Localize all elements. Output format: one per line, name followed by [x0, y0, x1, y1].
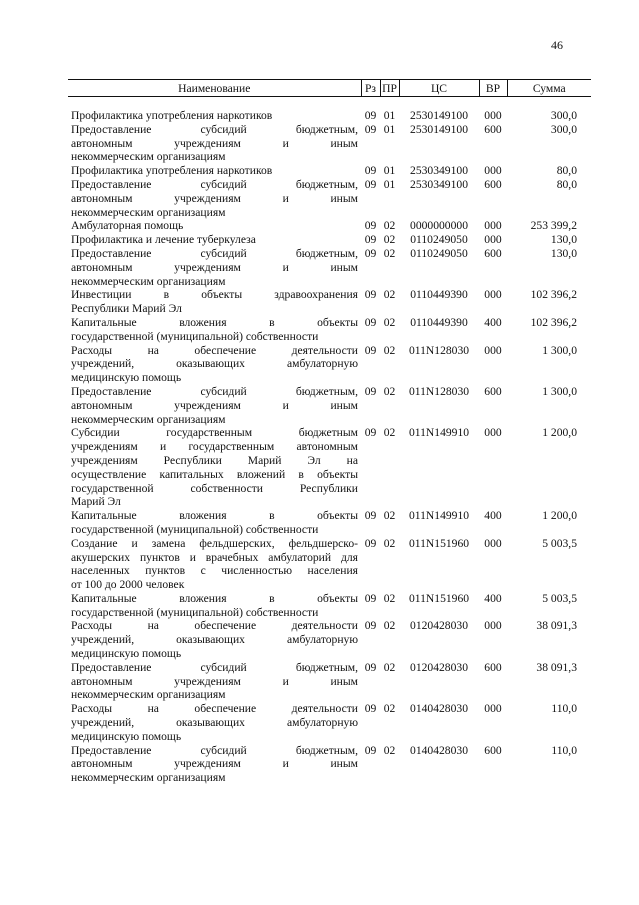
- row-name-line: Предоставление субсидий бюджетным,: [71, 743, 358, 757]
- row-name: [68, 537, 361, 592]
- row-rz: 09: [364, 288, 377, 302]
- row-rz: 09: [364, 619, 377, 633]
- row-name-line: Инвестиции в объекты здравоохранения: [71, 288, 358, 302]
- row-rz: 09: [364, 536, 377, 550]
- row-sum: 80,0: [556, 164, 577, 178]
- row-name-line: Профилактика употребления наркотиков: [71, 164, 273, 178]
- header-name: Наименование: [68, 80, 361, 97]
- row-cs: 0140428030: [410, 743, 468, 757]
- row-name-line: автономным учреждениям и иным: [71, 398, 358, 412]
- row-vr: 000: [484, 343, 502, 357]
- row-cs: 2530349100: [410, 177, 468, 191]
- row-pr: 01: [383, 164, 396, 178]
- row-cs: 0110249050: [410, 246, 468, 260]
- table-row: [68, 109, 591, 123]
- row-name-line: государственной собственности Республики: [71, 481, 358, 495]
- row-name-line: автономным учреждениям и иным: [71, 757, 358, 771]
- row-cs: 011N151960: [408, 536, 470, 550]
- row-pr: 02: [383, 536, 396, 550]
- row-name-line: Расходы на обеспечение деятельности: [71, 702, 358, 716]
- row-name-line: Предоставление субсидий бюджетным,: [71, 246, 358, 260]
- row-vr: 600: [484, 122, 502, 136]
- row-sum: 130,0: [550, 246, 577, 260]
- row-pr: 01: [383, 109, 396, 122]
- row-name-line: Предоставление субсидий бюджетным,: [71, 660, 358, 674]
- table-row: [68, 288, 591, 316]
- row-name-line: некоммерческим организациям: [71, 274, 226, 288]
- row-name-line: медицинскую помощь: [71, 647, 182, 661]
- row-name-line: Амбулаторная помощь: [71, 219, 184, 233]
- table-row: [68, 219, 591, 233]
- table-row: [68, 744, 591, 785]
- row-rz: 09: [364, 219, 377, 233]
- row-rz: 09: [364, 743, 377, 757]
- header-sum: Сумма: [507, 80, 591, 97]
- row-name: [68, 247, 361, 288]
- row-vr: 600: [484, 177, 502, 191]
- row-name-line: некоммерческим организациям: [71, 771, 226, 785]
- row-name-line: автономным учреждениям и иным: [71, 136, 358, 150]
- row-sum: 80,0: [556, 177, 577, 191]
- row-sum: 1 300,0: [542, 343, 577, 357]
- row-vr: 600: [484, 660, 502, 674]
- row-name-line: Субсидии государственным бюджетным: [71, 426, 358, 440]
- row-name-line: осуществление капитальных вложений в объекты: [71, 467, 358, 481]
- row-name: [68, 233, 361, 247]
- row-pr: 02: [383, 246, 396, 260]
- row-pr: 01: [383, 122, 396, 136]
- row-name-line: населенных пунктов с численностью населения: [71, 564, 358, 578]
- row-name: [68, 661, 361, 702]
- row-sum: 1 200,0: [542, 426, 577, 440]
- row-sum: 300,0: [550, 109, 577, 122]
- row-name: [68, 592, 361, 620]
- row-sum: 300,0: [550, 122, 577, 136]
- table-row: [68, 537, 591, 592]
- row-name: [68, 619, 361, 660]
- row-name: [68, 109, 361, 123]
- row-name: [68, 164, 361, 178]
- row-name: [68, 702, 361, 743]
- row-name-line: учреждений, оказывающих амбулаторную: [71, 357, 358, 371]
- row-rz: 09: [364, 660, 377, 674]
- row-sum: 130,0: [550, 233, 577, 247]
- row-cs: 011N128030: [408, 384, 470, 398]
- row-name-line: некоммерческим организациям: [71, 688, 226, 702]
- row-rz: 09: [364, 384, 377, 398]
- row-name-line: Профилактика употребления наркотиков: [71, 109, 273, 122]
- header-cs: ЦС: [399, 80, 479, 97]
- row-pr: 02: [383, 619, 396, 633]
- row-rz: 09: [364, 177, 377, 191]
- row-name-line: Республики Марий Эл: [71, 302, 182, 316]
- table-row: [68, 344, 591, 385]
- row-sum: 38 091,3: [536, 660, 577, 674]
- header-vr: ВР: [479, 80, 507, 97]
- table-row: [68, 233, 591, 247]
- row-pr: 02: [383, 384, 396, 398]
- row-name-line: Предоставление субсидий бюджетным,: [71, 384, 358, 398]
- table-row: [68, 123, 591, 164]
- table-header-row: [68, 80, 591, 97]
- row-name-line: Капитальные вложения в объекты: [71, 591, 358, 605]
- row-cs: 011N151960: [408, 591, 470, 605]
- row-sum: 110,0: [551, 702, 577, 716]
- row-name-line: государственной (муниципальной) собственности: [71, 605, 319, 619]
- row-cs: 2530149100: [410, 122, 468, 136]
- row-cs: 011N149910: [408, 426, 470, 440]
- row-vr: 000: [484, 233, 502, 247]
- row-pr: 02: [383, 288, 396, 302]
- row-cs: 011N149910: [408, 509, 470, 523]
- row-cs: 2530349100: [410, 164, 468, 178]
- row-sum: 110,0: [551, 743, 577, 757]
- row-name-line: государственной (муниципальной) собственности: [71, 522, 319, 536]
- row-vr: 000: [484, 619, 502, 633]
- row-name-line: Предоставление субсидий бюджетным,: [71, 177, 358, 191]
- row-rz: 09: [364, 233, 377, 247]
- table-row: [68, 385, 591, 426]
- row-name: [68, 744, 361, 785]
- row-cs: 2530149100: [410, 109, 468, 122]
- row-name: [68, 344, 361, 385]
- row-pr: 02: [383, 219, 396, 233]
- row-name: [68, 219, 361, 233]
- row-cs: 0120428030: [410, 660, 468, 674]
- row-name: [68, 288, 361, 316]
- row-vr: 600: [484, 384, 502, 398]
- row-sum: 5 003,5: [542, 536, 577, 550]
- table-row: [68, 509, 591, 537]
- row-name-line: учреждений, оказывающих амбулаторную: [71, 633, 358, 647]
- table-row: [68, 247, 591, 288]
- row-name: [68, 426, 361, 509]
- row-pr: 02: [383, 591, 396, 605]
- row-cs: 0110449390: [410, 315, 468, 329]
- row-rz: 09: [364, 426, 377, 440]
- row-vr: 000: [484, 164, 502, 178]
- row-vr: 000: [484, 702, 502, 716]
- row-name-line: от 100 до 2000 человек: [71, 578, 185, 592]
- row-cs: 0110449390: [410, 288, 468, 302]
- row-name: [68, 123, 361, 164]
- header-pr: ПР: [380, 80, 399, 97]
- table-row: [68, 702, 591, 743]
- row-vr: 400: [484, 591, 502, 605]
- row-rz: 09: [364, 122, 377, 136]
- row-rz: 09: [364, 343, 377, 357]
- row-sum: 1 200,0: [542, 509, 577, 523]
- table-row: [68, 661, 591, 702]
- row-vr: 400: [484, 315, 502, 329]
- row-name-line: Расходы на обеспечение деятельности: [71, 343, 358, 357]
- row-name-line: Капитальные вложения в объекты: [71, 509, 358, 523]
- row-rz: 09: [364, 315, 377, 329]
- row-name-line: Профилактика и лечение туберкулеза: [71, 233, 256, 247]
- row-sum: 102 396,2: [530, 288, 577, 302]
- page-number: 46: [551, 38, 563, 52]
- row-rz: 09: [364, 164, 377, 178]
- row-sum: 5 003,5: [542, 591, 577, 605]
- row-rz: 09: [364, 702, 377, 716]
- row-rz: 09: [364, 246, 377, 260]
- row-pr: 02: [383, 743, 396, 757]
- row-name: [68, 385, 361, 426]
- row-name-line: автономным учреждениям и иным: [71, 674, 358, 688]
- row-rz: 09: [364, 109, 377, 122]
- table-body: [68, 97, 591, 786]
- row-name-line: учреждениям и государственным автономным: [71, 440, 358, 454]
- row-name-line: некоммерческим организациям: [71, 205, 226, 219]
- row-name-line: Капитальные вложения в объекты: [71, 315, 358, 329]
- row-name-line: медицинскую помощь: [71, 371, 182, 385]
- row-cs: 0110249050: [410, 233, 468, 247]
- table-row: [68, 426, 591, 509]
- row-vr: 600: [484, 743, 502, 757]
- row-name-line: автономным учреждениям и иным: [71, 191, 358, 205]
- row-name-line: государственной (муниципальной) собственности: [71, 329, 319, 343]
- row-name: [68, 178, 361, 219]
- row-name-line: Расходы на обеспечение деятельности: [71, 619, 358, 633]
- table-row: [68, 316, 591, 344]
- row-name-line: акушерских пунктов и врачебных амбулаторий для: [71, 550, 358, 564]
- row-vr: 000: [484, 288, 502, 302]
- row-vr: 000: [484, 109, 502, 122]
- row-sum: 102 396,2: [530, 315, 577, 329]
- row-sum: 38 091,3: [536, 619, 577, 633]
- row-name: [68, 509, 361, 537]
- budget-table: [68, 79, 591, 785]
- row-cs: 0120428030: [410, 619, 468, 633]
- row-cs: 011N128030: [408, 343, 470, 357]
- row-pr: 02: [383, 660, 396, 674]
- row-name: [68, 316, 361, 344]
- row-pr: 02: [383, 315, 396, 329]
- row-name-line: учреждениям Республики Марий Эл на: [71, 453, 358, 467]
- row-name-line: Марий Эл: [71, 495, 121, 509]
- row-name-line: Предоставление субсидий бюджетным,: [71, 122, 358, 136]
- row-sum: 253 399,2: [530, 219, 577, 233]
- row-pr: 02: [383, 233, 396, 247]
- row-rz: 09: [364, 509, 377, 523]
- row-vr: 400: [484, 509, 502, 523]
- row-name-line: автономным учреждениям и иным: [71, 260, 358, 274]
- row-vr: 000: [484, 536, 502, 550]
- row-pr: 02: [383, 702, 396, 716]
- row-pr: 02: [383, 343, 396, 357]
- row-vr: 600: [484, 246, 502, 260]
- row-pr: 02: [383, 509, 396, 523]
- row-name-line: некоммерческим организациям: [71, 412, 226, 426]
- row-vr: 000: [484, 426, 502, 440]
- row-sum: 1 300,0: [542, 384, 577, 398]
- row-name-line: Создание и замена фельдшерских, фельдшерско-: [71, 536, 358, 550]
- header-rz: Рз: [361, 80, 380, 97]
- row-name-line: медицинскую помощь: [71, 729, 182, 743]
- row-rz: 09: [364, 591, 377, 605]
- row-name-line: некоммерческим организациям: [71, 150, 226, 164]
- row-vr: 000: [484, 219, 502, 233]
- row-cs: 0000000000: [410, 219, 468, 233]
- table-row: [68, 592, 591, 620]
- row-cs: 0140428030: [410, 702, 468, 716]
- row-pr: 01: [383, 177, 396, 191]
- table-row: [68, 178, 591, 219]
- row-name-line: учреждений, оказывающих амбулаторную: [71, 716, 358, 730]
- row-pr: 02: [383, 426, 396, 440]
- table-row: [68, 619, 591, 660]
- table-row: [68, 164, 591, 178]
